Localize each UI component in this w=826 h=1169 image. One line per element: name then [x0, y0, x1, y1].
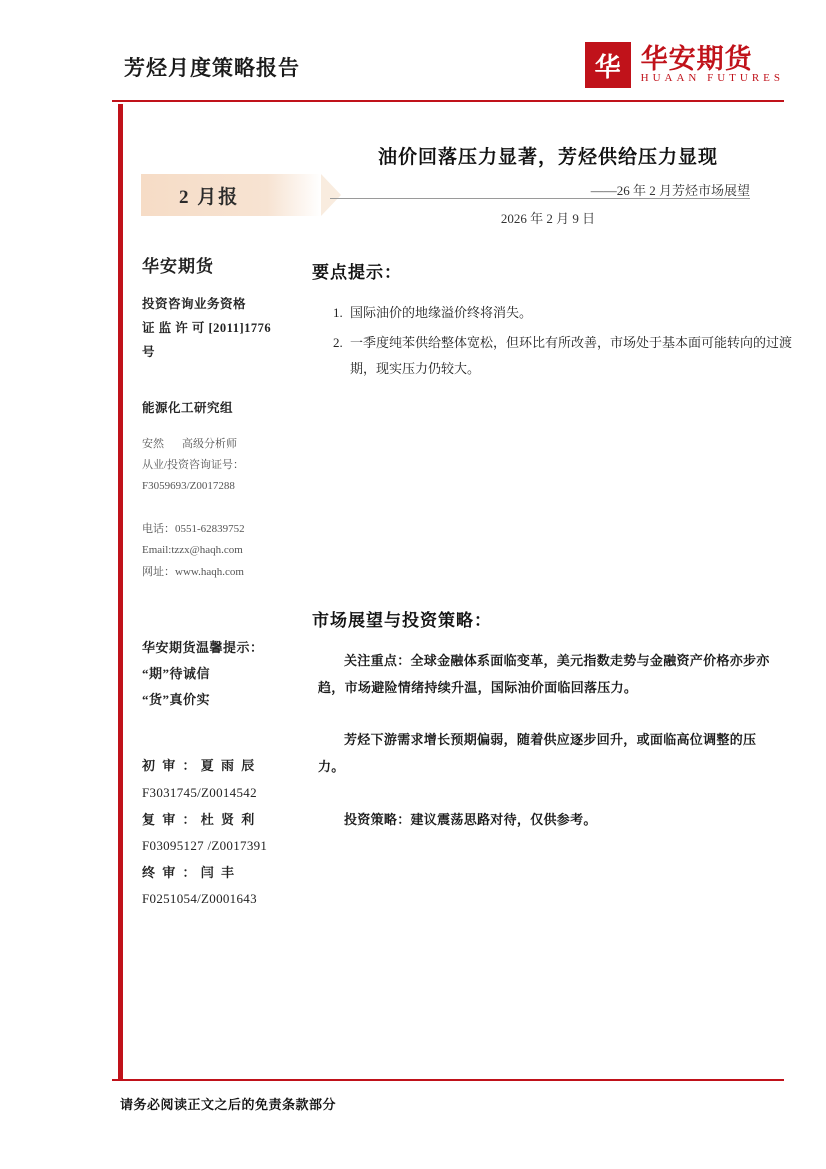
logo-company-name-cn: 华安期货: [640, 44, 753, 75]
reviewer-name-1: 夏 雨 辰: [200, 758, 257, 774]
reviewer-role-2: 复 审 ：: [142, 811, 198, 827]
logo-text: [641, 45, 784, 85]
qualification-line-3: 号: [142, 344, 156, 359]
company-logo: [585, 42, 784, 88]
outlook-paragraph: 芳烃下游需求增长预期偏弱，随着供应逐步回升，或面临高位调整的压力。: [318, 732, 757, 774]
analyst-name: 安然: [142, 438, 164, 451]
logo-mark-icon: 华: [585, 42, 631, 88]
logo-company-name-en: HUAAN FUTURES: [640, 72, 784, 85]
outlook-paragraph: 投资策略：建议震荡思路对待，仅供参考。: [344, 811, 597, 827]
outlook-paragraph: 关注重点：全球金融体系面临变革，美元指数走势与金融资产价格亦步亦趋，市场避险情绪持续升温，国际油价面临回落压力。: [318, 653, 770, 695]
sidebar: [142, 252, 302, 913]
reviewer-row: [142, 860, 302, 887]
sidebar-research-group: 能源化工研究组: [142, 401, 234, 416]
contact-phone: 电话：0551-62839752: [142, 522, 245, 535]
warm-tip-line-1: “期”待诚信: [142, 666, 211, 682]
reviewer-role-1: 初 审 ：: [142, 758, 198, 774]
sidebar-analyst-block: [142, 434, 302, 497]
disclaimer-note: 请务必阅读正文之后的免责条款部分: [120, 1097, 337, 1112]
sidebar-reviewers: [142, 753, 302, 913]
outlook-heading: 市场展望与投资策略：: [312, 611, 492, 630]
analyst-license-number: F3059693/Z0017288: [142, 480, 235, 493]
highlights-list: [318, 300, 796, 386]
warm-tip-line-2: “货”真价实: [142, 692, 211, 708]
qualification-line-1: 投资咨询业务资格: [142, 297, 247, 311]
reviewer-row: [142, 807, 302, 834]
month-banner-label: 2 月报: [179, 186, 240, 208]
left-accent-bar: [118, 104, 123, 1079]
sidebar-qualification: [142, 293, 302, 364]
page-title: 芳烃月度策略报告: [124, 56, 300, 80]
reviewer-code-2: F03095127 /Z0017391: [142, 838, 268, 854]
month-banner: [141, 174, 321, 216]
reviewer-name-2: 杜 贤 利: [200, 811, 257, 827]
highlights-heading: 要点提示：: [312, 263, 402, 282]
reviewer-role-3: 终 审 ：: [142, 864, 198, 880]
report-date: 2026 年 2 月 9 日: [500, 211, 596, 226]
list-item: 2. 一季度纯苯供给整体宽松，但环比有所改善，市场处于基本面可能转向的过渡期，现实压力仍较大。: [346, 330, 796, 382]
analyst-title: 高级分析师: [182, 438, 237, 451]
analyst-name-row: [142, 434, 302, 455]
sidebar-company-name: 华安期货: [142, 257, 214, 276]
list-item: 1. 国际油价的地缘溢价终将消失。: [346, 300, 796, 326]
reviewer-name-3: 闫 丰: [200, 864, 237, 880]
qualification-line-2: 证 监 许 可 [2011]1776: [142, 320, 272, 335]
analyst-license-label: 从业/投资咨询证号：: [142, 459, 245, 472]
sidebar-warm-tip: [142, 635, 302, 713]
contact-website[interactable]: 网址：www.haqh.com: [142, 565, 244, 578]
sidebar-contact-block: [142, 519, 302, 583]
contact-email[interactable]: Email:tzzx@haqh.com: [142, 544, 243, 557]
report-main-title: 油价回落压力显著，芳烃供给压力显现: [377, 147, 718, 168]
reviewer-row: [142, 753, 302, 780]
footer-divider: [112, 1079, 784, 1081]
header-divider: [112, 100, 784, 102]
reviewer-code-3: F0251054/Z0001643: [142, 891, 257, 907]
outlook-body: [318, 648, 774, 853]
reviewer-code-1: F3031745/Z0014542: [142, 784, 257, 800]
report-sub-title: ——26 年 2 月芳烃市场展望: [590, 183, 750, 198]
warm-tip-title: 华安期货温馨提示：: [142, 640, 264, 656]
